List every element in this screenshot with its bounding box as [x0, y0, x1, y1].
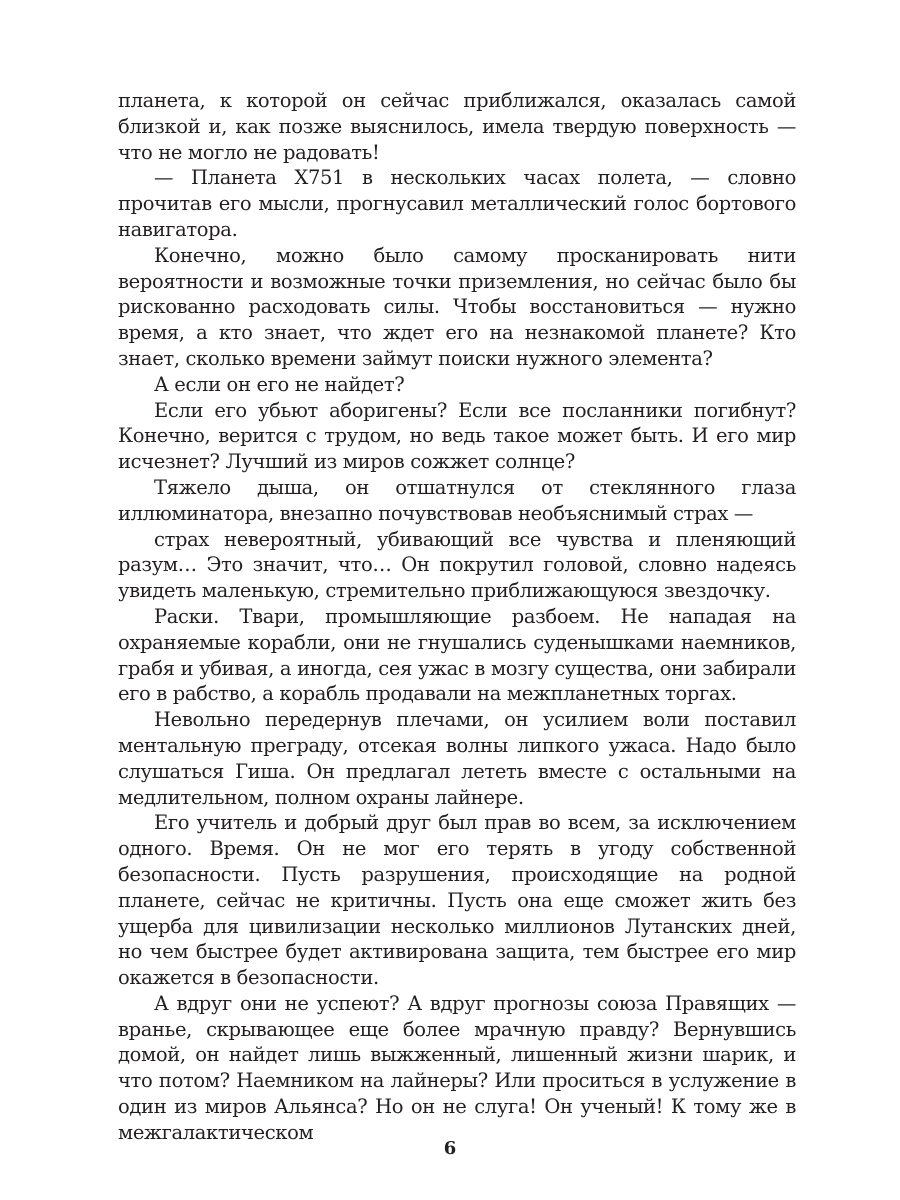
paragraph: А вдруг они не успеют? А вдруг прогнозы союза Правящих — вранье, скрывающее еще более мрачную правду? Вернувшись домой, он найдет лишь выжженный, лишенный жизни шарик, и что потом? Наемником на лайнеры? Или проситься в услужение в один из миров Альянса? Но он не слуга! Он ученый! К тому же в межгалактическом: [118, 991, 796, 1144]
body-text: [118, 88, 796, 1146]
paragraph: А если он его не найдет?: [154, 372, 405, 396]
paragraph: — Планета X751 в нескольких часах полета, — словно прочитав его мысли, прогнусавил металлический голос бортового навигатора.: [118, 166, 796, 241]
paragraph: Тяжело дыша, он отшатнулся от стеклянного глаза иллюминатора, внезапно почувствовав необъяснимый страх —: [118, 475, 796, 525]
paragraph: Если его убьют аборигены? Если все посланники погибнут? Конечно, верится с трудом, но ведь такое может быть. И его мир исчезнет? Лучший из миров сожжет солнце?: [118, 398, 796, 474]
paragraph: планета, к которой он сейчас приближался, оказалась самой близкой и, как позже выяснилось, имела твердую поверхность — что не могло не радовать!: [118, 89, 796, 164]
paragraph: страх невероятный, убивающий все чувства и пленяющий разум… Это значит, что… Он покрутил головой, словно надеясь увидеть маленькую, стремительно приближающуюся звездочку.: [118, 527, 796, 603]
paragraph: Раски. Твари, промышляющие разбоем. Не нападая на охраняемые корабли, они не гнушались суденышками наемников, грабя и убивая, а иногда, сея ужас в мозгу существа, они забирали его в рабство, а корабль продавали на межпланетных торгах.: [118, 604, 796, 706]
page-number: 6: [443, 1138, 457, 1159]
paragraph: Его учитель и добрый друг был прав во всем, за исключением одного. Время. Он не мог его терять в угоду собственной безопасности. Пусть разрушения, происходящие на родной планете, сейчас не критичны. Пусть она еще сможет жить без ущерба для цивилизации несколько миллионов Лутанских дней, но чем быстрее будет активирована защита, тем быстрее его мир окажется в безопасности.: [118, 811, 796, 990]
paragraph: Конечно, можно было самому просканировать нити вероятности и возможные точки приземления, но сейчас было бы рискованно расходовать силы. Чтобы восстановиться — нужно время, а кто знает, что ждет его на незнакомой планете? Кто знает, сколько времени займут поиски нужного элемента?: [118, 243, 796, 370]
paragraph: Невольно передернув плечами, он усилием воли поставил ментальную преграду, отсекая волны липкого ужаса. Надо было слушаться Гиша. Он предлагал лететь вместе с остальными на медлительном, полном охраны лайнере.: [118, 708, 796, 809]
